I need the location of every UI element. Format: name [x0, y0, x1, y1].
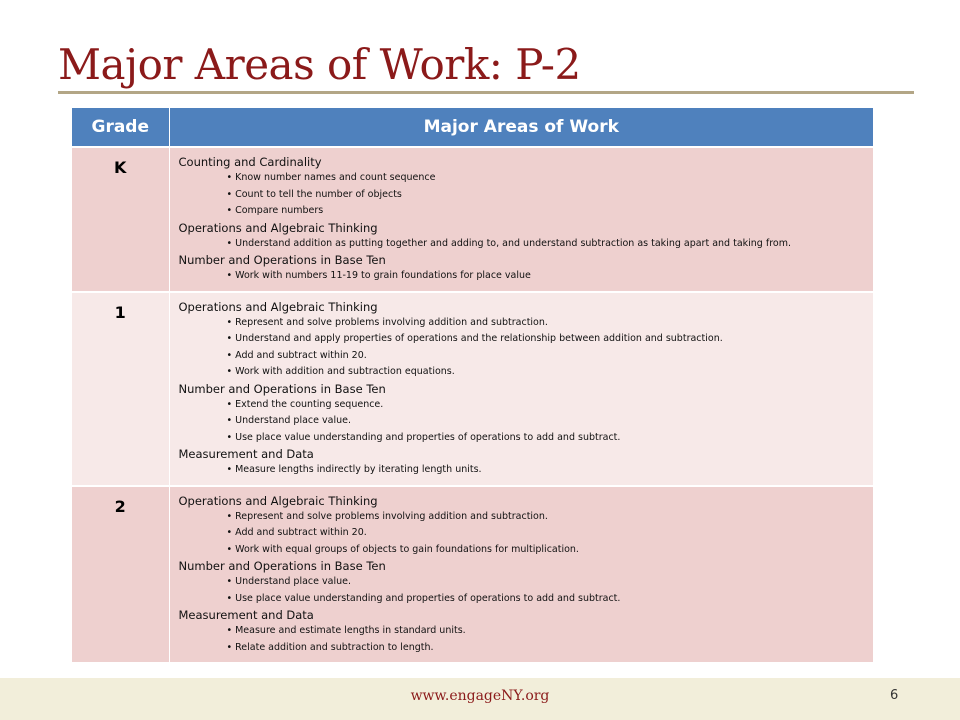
domain-heading: Operations and Algebraic Thinking	[178, 493, 378, 508]
footer-url[interactable]: www.engageNY.org	[410, 688, 550, 704]
bullet-icon: •	[226, 641, 233, 653]
work-cell	[169, 147, 873, 292]
bullet-icon: •	[226, 333, 233, 344]
cluster-item	[179, 640, 866, 657]
cluster-item	[179, 170, 866, 187]
bullet-icon: •	[226, 366, 233, 377]
cluster-item	[179, 462, 866, 479]
major-areas-table	[72, 108, 873, 662]
bullet-icon: •	[226, 398, 233, 410]
cluster-text: Understand place value.	[235, 415, 351, 426]
bullet-icon: •	[226, 510, 233, 522]
domain-heading: Operations and Algebraic Thinking	[178, 299, 378, 314]
domain-heading: Number and Operations in Base Ten	[178, 253, 386, 267]
table-row	[72, 292, 873, 486]
work-cell	[169, 292, 873, 486]
table-body	[72, 147, 873, 662]
cluster-text: Work with addition and subtraction equations.	[235, 366, 455, 377]
cluster-item	[179, 413, 866, 430]
cluster-item	[179, 591, 866, 608]
cluster-text: Use place value understanding and properties of operations to add and subtract.	[235, 431, 621, 443]
cluster-text: Know number names and count sequence	[235, 172, 436, 183]
table-header-row	[72, 108, 873, 147]
cluster-item	[179, 525, 866, 542]
bullet-icon: •	[226, 316, 233, 328]
page-number: 6	[890, 688, 899, 703]
bullet-icon: •	[226, 270, 233, 281]
cluster-text: Use place value understanding and properties of operations to add and subtract.	[235, 592, 621, 604]
cluster-text: Measure lengths indirectly by iterating length units.	[235, 464, 482, 475]
bullet-icon: •	[226, 415, 233, 426]
grade-cell: K	[72, 147, 169, 292]
cluster-item	[179, 509, 866, 526]
bullet-icon: •	[226, 237, 233, 249]
bullet-icon: •	[226, 188, 233, 200]
bullet-icon: •	[226, 205, 233, 216]
bullet-icon: •	[226, 349, 233, 361]
cluster-text: Relate addition and subtraction to length.	[235, 641, 434, 653]
cluster-item	[179, 331, 866, 348]
cluster-text: Extend the counting sequence.	[235, 398, 384, 410]
cluster-item	[179, 542, 866, 559]
title-divider	[58, 91, 914, 94]
cluster-item	[179, 364, 866, 381]
cluster-item	[179, 203, 866, 220]
cluster-item	[179, 397, 866, 414]
cluster-text: Add and subtract within 20.	[235, 527, 367, 538]
cluster-item	[179, 187, 866, 204]
cluster-text: Compare numbers	[235, 205, 324, 216]
work-cell	[169, 486, 873, 663]
cluster-text: Measure and estimate lengths in standard units.	[235, 625, 466, 636]
grade-cell: 2	[72, 486, 169, 663]
bullet-icon: •	[226, 576, 233, 587]
cluster-item	[179, 268, 866, 285]
cluster-text: Work with equal groups of objects to gain foundations for multiplication.	[235, 543, 579, 555]
cluster-item	[179, 236, 866, 253]
page-title: Major Areas of Work: P-2	[58, 40, 581, 89]
cluster-text: Represent and solve problems involving addition and subtraction.	[235, 510, 548, 522]
domain-heading: Measurement and Data	[178, 608, 314, 622]
cluster-item	[179, 623, 866, 640]
bullet-icon: •	[226, 527, 233, 538]
cluster-text: Count to tell the number of objects	[235, 188, 402, 200]
grade-cell: 1	[72, 292, 169, 486]
domain-heading: Number and Operations in Base Ten	[178, 559, 386, 573]
domain-heading: Counting and Cardinality	[178, 155, 322, 169]
domain-heading: Operations and Algebraic Thinking	[178, 220, 378, 235]
cluster-item	[179, 574, 866, 591]
table-row	[72, 486, 873, 663]
cluster-item	[179, 430, 866, 447]
table-row	[72, 147, 873, 292]
bullet-icon: •	[226, 625, 233, 636]
bullet-icon: •	[226, 592, 233, 604]
domain-heading: Measurement and Data	[178, 447, 314, 461]
grade-column-header: Grade	[72, 108, 169, 147]
bullet-icon: •	[226, 464, 233, 475]
bullet-icon: •	[226, 431, 233, 443]
cluster-item	[179, 315, 866, 332]
domain-heading: Number and Operations in Base Ten	[178, 381, 386, 396]
cluster-text: Understand place value.	[235, 576, 351, 587]
bullet-icon: •	[226, 543, 233, 555]
cluster-text: Add and subtract within 20.	[235, 349, 367, 361]
work-column-header: Major Areas of Work	[169, 108, 873, 147]
cluster-item	[179, 348, 866, 365]
cluster-text: Understand addition as putting together and adding to, and understand subtraction as taking apart and taking from.	[235, 237, 791, 249]
bullet-icon: •	[226, 172, 233, 183]
cluster-text: Work with numbers 11-19 to grain foundations for place value	[235, 270, 531, 281]
cluster-text: Understand and apply properties of operations and the relationship between addition and subtraction.	[235, 333, 723, 344]
cluster-text: Represent and solve problems involving addition and subtraction.	[235, 316, 548, 328]
